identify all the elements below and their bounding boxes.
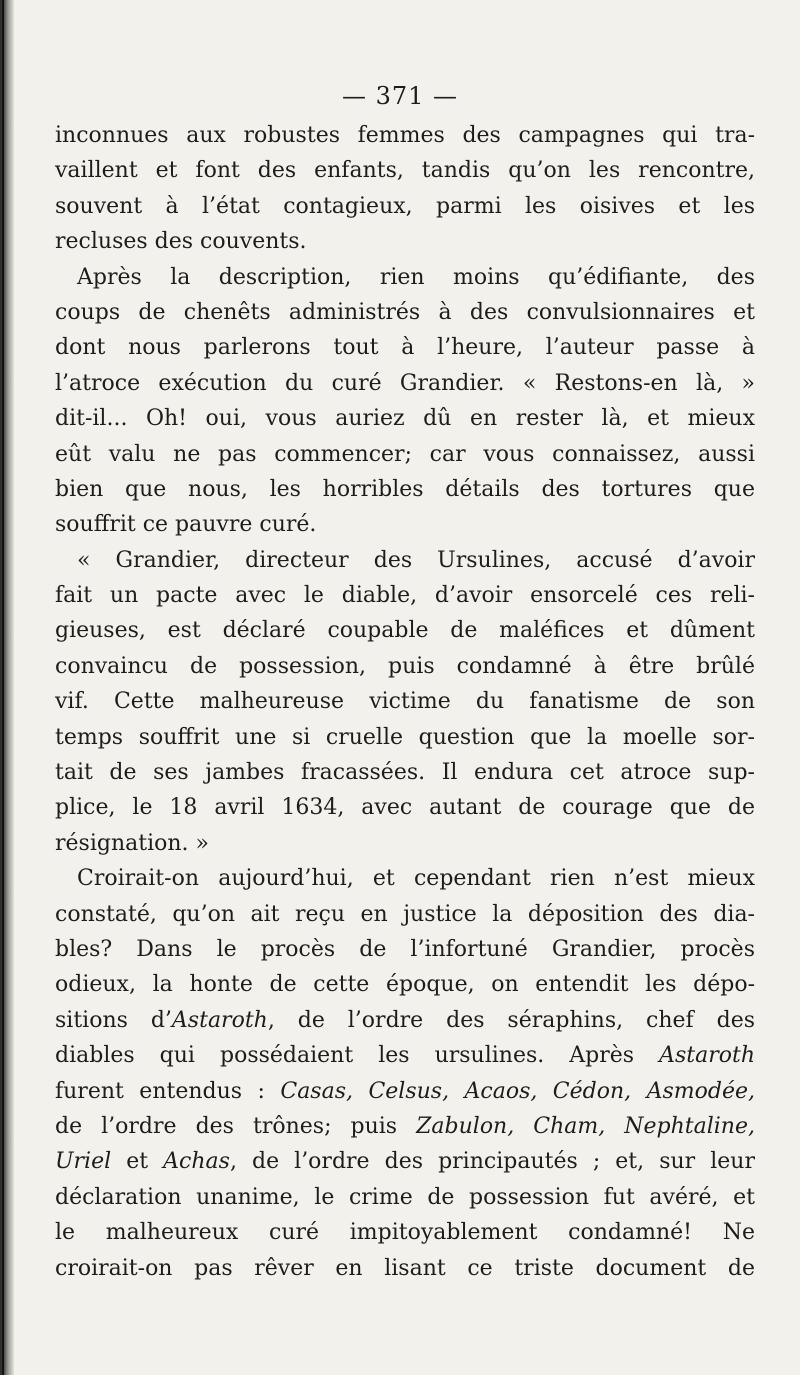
text-line: Croirait-on aujourd’hui, et cependant rien n’est mieux	[77, 866, 755, 892]
text-line: croirait-on pas rêver en lisant ce triste document de	[55, 1255, 755, 1281]
text-line: souvent à l’état contagieux, parmi les oisives et les	[55, 193, 755, 219]
text-line: « Grandier, directeur des Ursulines, accusé d’avoir	[77, 547, 755, 573]
text-line	[55, 1038, 755, 1073]
text-line: recluses des couvents.	[55, 229, 307, 255]
italic-name: Astaroth	[171, 1007, 268, 1033]
italic-name: Achas	[163, 1149, 230, 1175]
italic-name: Astaroth	[659, 1043, 755, 1069]
text-line	[55, 1074, 755, 1109]
italic-name: Uriel	[55, 1149, 112, 1175]
text-segment: , de l’ordre des principautés ; et, sur leur	[229, 1149, 755, 1175]
text-segment: furent entendus :	[55, 1078, 281, 1104]
text-segment: de l’ordre des trônes; puis	[55, 1113, 417, 1139]
text-line: coups de chenêts administrés à des convulsionnaires et	[55, 299, 755, 325]
text-line: bles? Dans le procès de l’infortuné Grandier, procès	[55, 936, 755, 962]
text-line: fait un pacte avec le diable, d’avoir ensorcelé ces reli-	[55, 583, 755, 609]
text-line: convaincu de possession, puis condamné à être brûlé	[55, 653, 755, 679]
text-line: déclaration unanime, le crime de possession fut avéré, et	[55, 1184, 755, 1210]
italic-name: Casas, Celsus, Acaos, Cédon, Asmodée,	[280, 1078, 755, 1104]
text-line: inconnues aux robustes femmes des campagnes qui tra-	[55, 123, 755, 148]
text-line: gieuses, est déclaré coupable de maléfices et dûment	[55, 618, 755, 644]
text-segment: , de l’ordre des séraphins, chef des	[267, 1007, 755, 1033]
text-line: plice, le 18 avril 1634, avec autant de courage que de	[55, 795, 755, 821]
text-segment: et	[111, 1149, 164, 1175]
text-line: tait de ses jambes fracassées. Il endura cet atroce sup-	[55, 760, 755, 786]
text-line	[55, 1003, 755, 1038]
text-line: dit-il... Oh! oui, vous auriez dû en rester là, et mieux	[55, 406, 755, 432]
text-line: le malheureux curé impitoyablement condamné! Ne	[55, 1220, 755, 1246]
binding-line	[2, 0, 4, 1375]
text-line: l’atroce exécution du curé Grandier. « Restons-en là, »	[55, 370, 755, 396]
text-line: dont nous parlerons tout à l’heure, l’auteur passe à	[55, 335, 755, 361]
text-line: bien que nous, les horribles détails des tortures que	[55, 476, 755, 502]
text-line: constaté, qu’on ait reçu en justice la déposition des dia-	[55, 901, 755, 927]
text-line	[55, 1109, 755, 1144]
text-line: vif. Cette malheureuse victime du fanatisme de son	[55, 689, 755, 715]
page-number: — 371 —	[341, 82, 459, 110]
text-segment: diables qui possédaient les ursulines. Après	[55, 1043, 660, 1069]
text-segment: sitions d’	[55, 1007, 172, 1033]
text-line: souffrit ce pauvre curé.	[55, 512, 317, 538]
text-line: eût valu ne pas commencer; car vous connaissez, aussi	[55, 441, 755, 467]
text-line: résignation. »	[55, 830, 209, 856]
text-line: Après la description, rien moins qu’édifiante, des	[77, 264, 755, 290]
text-line: odieux, la honte de cette époque, on entendit les dépo-	[55, 972, 755, 998]
text-line: vaillent et font des enfants, tandis qu’on les rencontre,	[55, 158, 755, 184]
text-line: temps souffrit une si cruelle question que la moelle sor-	[55, 724, 755, 750]
italic-name: Zabulon, Cham, Nephtaline,	[416, 1113, 755, 1139]
text-line	[55, 1144, 755, 1179]
body-text	[55, 118, 755, 1286]
